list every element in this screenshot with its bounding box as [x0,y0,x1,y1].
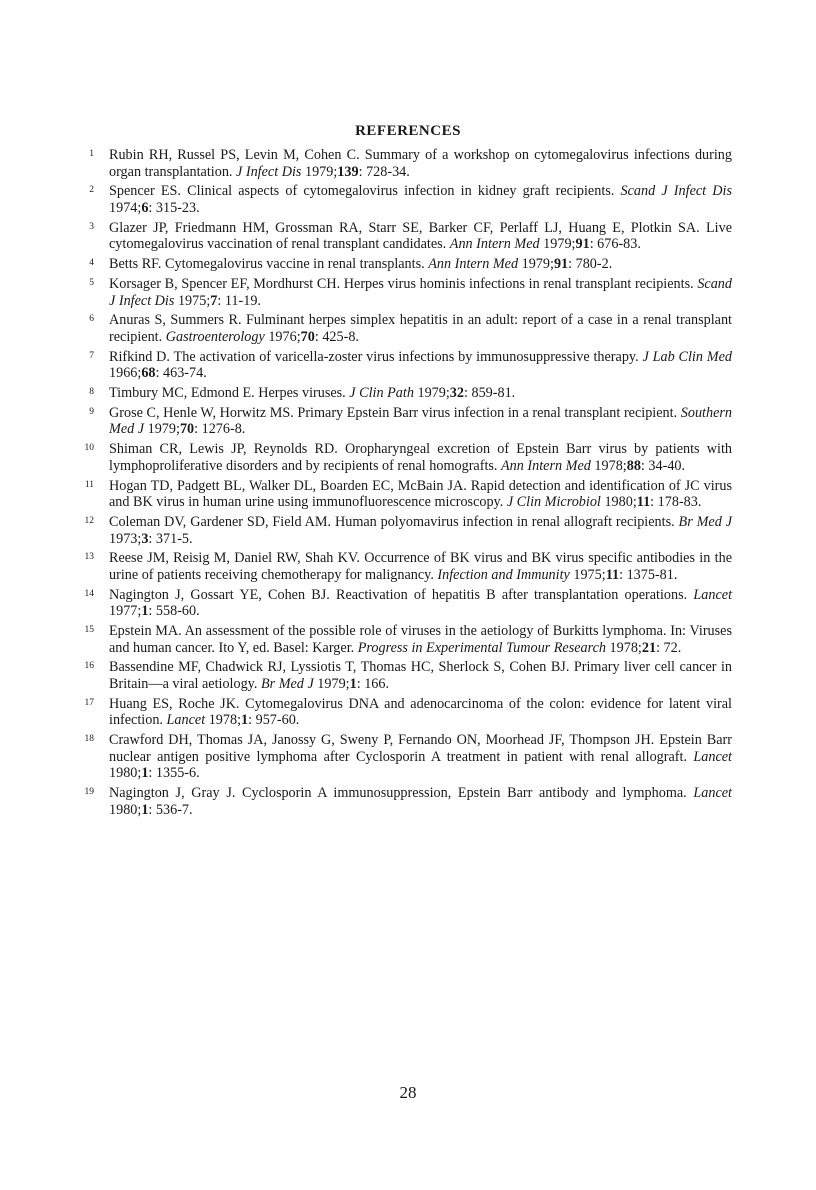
reference-journal: Br Med J [678,513,732,530]
reference-pages: : 859-81. [463,385,516,402]
reference-item [82,478,732,511]
reference-item [82,441,732,474]
reference-volume: 21 [641,639,657,656]
reference-year: 1978; [594,457,627,474]
reference-journal: Ann Intern Med [501,457,591,474]
reference-journal: Scand J Infect Dis [620,183,732,200]
reference-journal: Br Med J [260,676,314,693]
reference-text: Nagington J, Gossart YE, Cohen BJ. Reactivation of hepatitis B after transplantation operations. [109,586,688,603]
reference-volume: 32 [449,385,464,402]
reference-journal: Lancet [693,748,732,765]
reference-text: Nagington J, Gray J. Cyclosporin A immunosuppression, Epstein Barr antibody and lymphoma. [109,785,687,802]
reference-number: 9 [89,406,94,417]
reference-pages: : 178-83. [650,494,702,511]
reference-year: 1974; [109,199,142,216]
reference-year: 1979; [417,385,450,402]
reference-number: 4 [89,258,94,269]
reference-number: 7 [89,350,94,361]
reference-volume: 70 [179,421,195,438]
reference-volume: 1 [141,603,149,620]
reference-pages: : 676-83. [589,236,641,253]
reference-text: Anuras S, Summers R. Fulminant herpes simplex hepatitis in an adult: report of a case in a renal transplant recipient. [109,312,732,345]
reference-journal: Lancet [693,586,733,603]
reference-pages: : 166. [356,676,390,693]
reference-volume: 88 [626,457,641,474]
reference-text: Crawford DH, Thomas JA, Janossy G, Sweny P, Fernando ON, Moorhead JF, Thompson JH. Epstein Barr nuclear antigen positive lymphoma after Cyclosporin A treatment in patient with renal allograft. [109,732,732,765]
reference-text: Glazer JP, Friedmann HM, Grossman RA, Starr SE, Barker CF, Perlaff LJ, Huang E, Plotkin SA. Live cytomegalovirus vaccination of renal transplant candidates. [109,219,732,253]
reference-text: Hogan TD, Padgett BL, Walker DL, Boarden EC, McBain JA. Rapid detection and identification of JC virus and BK virus in human urine using immunofluorescence microscopy. [109,477,732,511]
reference-list [82,147,732,822]
reference-year: 1973; [109,530,142,547]
reference-journal: J Clin Path [349,385,414,402]
reference-item [82,147,732,180]
reference-text: Korsager B, Spencer EF, Mordhurst CH. Herpes virus hominis infections in renal transplant recipients. [109,275,694,292]
reference-text: Spencer ES. Clinical aspects of cytomegalovirus infection in kidney graft recipients. [109,183,615,200]
reference-item [82,785,732,818]
reference-year: 1975; [573,566,606,583]
reference-pages: : 957-60. [248,712,300,729]
reference-number: 17 [84,697,94,708]
reference-text: Betts RF. Cytomegalovirus vaccine in renal transplants. [109,256,425,273]
reference-item [82,349,732,382]
reference-year: 1980; [604,494,637,511]
reference-year: 1979; [543,236,576,253]
reference-journal: Gastroenterology [165,328,265,345]
reference-pages: : 1276-8. [194,421,246,438]
reference-volume: 3 [141,530,149,547]
reference-text: Reese JM, Reisig M, Daniel RW, Shah KV. Occurrence of BK virus and BK virus specific antibodies in the urine of patients receiving chemotherapy for malignancy. [109,550,732,583]
reference-pages: : 463-74. [155,365,207,382]
reference-volume: 139 [337,163,359,180]
reference-journal: J Clin Microbiol [506,494,601,511]
reference-year: 1979; [521,256,554,273]
reference-year: 1978; [609,639,642,656]
reference-text: Huang ES, Roche JK. Cytomegalovirus DNA and adenocarcinoma of the colon: evidence for latent viral infection. [109,695,732,729]
reference-item [82,385,732,402]
reference-journal: Scand J Infect Dis [109,275,732,309]
reference-volume: 70 [300,328,315,345]
reference-pages: : 11-19. [217,292,261,309]
reference-item [82,256,732,273]
reference-pages: : 1375-81. [619,566,678,583]
reference-volume: 11 [605,566,620,583]
reference-number: 6 [89,314,94,325]
reference-journal: Lancet [166,712,206,729]
reference-text: Timbury MC, Edmond E. Herpes viruses. [109,385,346,402]
reference-year: 1978; [208,712,242,729]
reference-number: 12 [84,515,94,526]
reference-text: Rubin RH, Russel PS, Levin M, Cohen C. Summary of a workshop on cytomegalovirus infections during organ transplantation. [109,147,732,180]
reference-year: 1979; [317,676,350,693]
reference-item [82,623,732,656]
reference-year: 1979; [304,163,338,180]
reference-item [82,405,732,438]
reference-number: 11 [84,479,94,490]
reference-journal: Infection and Immunity [437,566,570,583]
reference-text: Bassendine MF, Chadwick RJ, Lyssiotis T, Thomas HC, Sherlock S, Cohen BJ. Primary liver cell cancer in Britain—a viral aetiology. [109,659,732,693]
reference-volume: 1 [141,801,149,818]
reference-journal: J Infect Dis [236,163,302,180]
reference-number: 19 [84,787,94,798]
references-heading: REFERENCES [355,123,461,139]
reference-volume: 7 [210,292,218,309]
reference-pages: : 558-60. [148,603,200,620]
reference-text: Grose C, Henle W, Horwitz MS. Primary Epstein Barr virus infection in a renal transplant recipient. [109,404,678,421]
reference-text: Rifkind D. The activation of varicella-zoster virus infections by immunosuppressive therapy. [109,348,639,365]
reference-journal: Ann Intern Med [449,236,540,253]
reference-pages: : 728-34. [358,163,410,180]
reference-text: Shiman CR, Lewis JP, Reynolds RD. Oropharyngeal excretion of Epstein Barr virus by patients with lymphoproliferative disorders and by recipients of renal homografts. [109,441,732,474]
reference-pages: : 34-40. [640,457,686,474]
reference-volume: 11 [636,494,651,511]
reference-year: 1975; [177,292,211,309]
reference-volume: 68 [141,365,156,382]
reference-pages: : 1355-6. [148,765,200,782]
reference-volume: 6 [141,199,149,216]
reference-year: 1966; [109,365,142,382]
reference-text: Coleman DV, Gardener SD, Field AM. Human polyomavirus infection in renal allograft recipients. [109,513,675,530]
reference-journal: Progress in Experimental Tumour Research [357,639,606,656]
reference-item [82,696,732,729]
reference-number: 2 [89,185,94,196]
reference-item [82,312,732,345]
reference-item [82,659,732,692]
reference-year: 1979; [147,421,180,438]
reference-number: 18 [84,734,94,745]
reference-item [82,587,732,620]
reference-number: 10 [84,443,94,454]
reference-pages: : 371-5. [148,530,193,547]
reference-number: 8 [89,387,94,398]
reference-pages: : 536-7. [148,801,193,818]
reference-number: 1 [89,149,94,159]
reference-year: 1977; [109,603,142,620]
reference-item [82,732,732,782]
reference-number: 16 [84,661,94,672]
reference-volume: 1 [241,712,249,729]
reference-year: 1976; [268,328,301,345]
reference-text: Epstein MA. An assessment of the possible role of viruses in the aetiology of Burkitts lymphoma. In: Viruses and human cancer. Ito Y, ed. Basel: Karger. [109,623,732,656]
reference-volume: 91 [575,236,590,253]
reference-pages: : 780-2. [568,256,613,273]
reference-pages: : 315-23. [148,199,200,216]
reference-pages: : 72. [656,639,682,656]
reference-journal: Southern Med J [109,404,732,438]
reference-journal: J Lab Clin Med [642,348,733,365]
reference-item [82,183,732,216]
reference-number: 15 [84,625,94,636]
reference-number: 3 [89,221,94,232]
reference-journal: Lancet [693,785,732,802]
reference-volume: 1 [141,765,149,782]
reference-year: 1980; [109,801,142,818]
reference-item [82,276,732,309]
reference-pages: : 425-8. [314,328,359,345]
reference-journal: Ann Intern Med [428,256,519,273]
reference-volume: 1 [349,676,357,693]
reference-item [82,514,732,547]
reference-item [82,550,732,583]
reference-item [82,220,732,253]
page-number: 28 [399,1083,417,1102]
reference-number: 14 [84,588,94,599]
reference-year: 1980; [109,765,142,782]
reference-number: 13 [84,552,94,563]
reference-volume: 91 [553,256,569,273]
reference-number: 5 [89,277,94,288]
